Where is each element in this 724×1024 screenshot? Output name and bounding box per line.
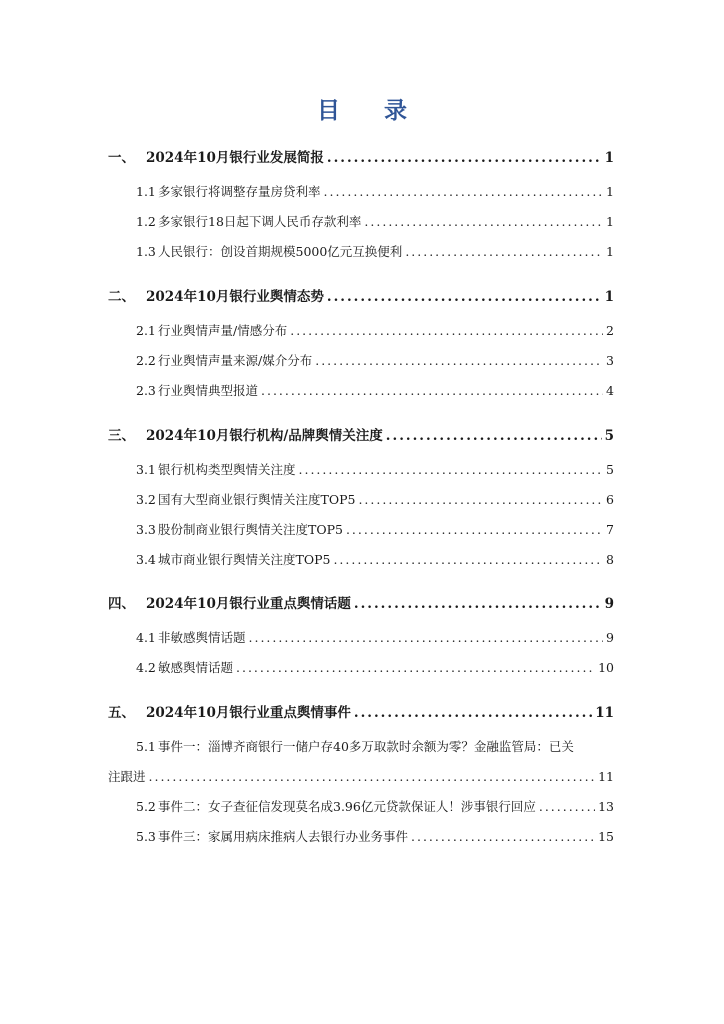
toc-entry-2-1[interactable] [136,322,614,340]
toc-entry-number: 三、 [108,428,135,444]
toc-dot-leader [346,521,603,539]
toc-entry-page: 1 [606,214,614,229]
toc-entry-text: 2024年10月银行业发展简报 [146,150,324,166]
toc-title: 目 录 [316,97,425,124]
toc-entry-page: 1 [604,289,614,305]
toc-entry-page: 9 [606,630,614,645]
toc-entry-page: 4 [606,383,614,398]
toc-entry-text: 多家银行将调整存量房贷利率 [158,184,321,199]
toc-entry-page: 8 [606,552,614,567]
toc-dot-leader [333,551,603,569]
toc-entry-page: 6 [606,492,614,507]
toc-entry-page: 5 [604,428,614,444]
toc-entry-3-2[interactable] [136,491,614,509]
toc-entry-text: 注跟进 [108,769,146,784]
toc-entry-1-1[interactable] [136,183,614,201]
toc-entry-5-1-continuation[interactable] [108,768,614,786]
toc-entry-2-2[interactable] [136,352,614,370]
toc-entry-page: 1 [606,184,614,199]
toc-entry-text: 2024年10月银行机构/品牌舆情关注度 [146,428,383,444]
toc-entry-number: 5.1 [136,739,156,754]
toc-entry-text: 行业舆情典型报道 [158,383,259,398]
toc-entry-page: 3 [606,353,614,368]
toc-entry-page: 5 [606,462,614,477]
toc-entry-page: 11 [598,769,614,784]
toc-entry-number: 1.1 [136,184,156,199]
toc-entry-page: 13 [598,799,614,814]
toc-entry-number: 二、 [108,289,135,305]
toc-entry-3-4[interactable] [136,551,614,569]
toc-entry-page: 9 [604,596,614,612]
toc-entry-number: 1.2 [136,214,156,229]
toc-entry-text: 事件三：家属用病床推病人去银行办业务事件 [158,829,409,844]
toc-entry-number: 2.3 [136,383,156,398]
toc-entry-number: 3.4 [136,552,156,567]
toc-entry-number: 3.1 [136,462,156,477]
toc-entry-number: 3.2 [136,492,156,507]
toc-entry-text: 事件二：女子查征信发现莫名成3.96亿元贷款保证人！涉事银行回应 [158,799,536,814]
toc-entry-1-2[interactable] [136,213,614,231]
toc-entry-3-1[interactable] [136,461,614,479]
toc-dot-leader [299,461,604,479]
toc-entry-number: 五、 [108,705,135,721]
toc-dot-leader [364,213,603,231]
toc-dot-leader [324,183,604,201]
toc-entry-page: 7 [606,522,614,537]
toc-dot-leader [539,798,595,816]
toc-entry-number: 1.3 [136,244,156,259]
toc-entry-page: 10 [598,660,614,675]
toc-entry-section-2[interactable] [108,288,614,306]
toc-entry-number: 一、 [108,150,135,166]
toc-entry-number: 4.1 [136,630,156,645]
toc-dot-leader [358,491,603,509]
toc-entry-page: 11 [595,705,614,721]
toc-entry-section-5[interactable] [108,704,614,722]
toc-entry-section-4[interactable] [108,595,614,613]
toc-entry-3-3[interactable] [136,521,614,539]
toc-entry-number: 3.3 [136,522,156,537]
toc-dot-leader [386,427,602,445]
toc-entry-number: 四、 [108,596,135,612]
toc-entry-number: 5.3 [136,829,156,844]
toc-entry-5-3[interactable] [136,828,614,846]
toc-entry-number: 4.2 [136,660,156,675]
toc-entry-5-2[interactable] [136,798,614,816]
toc-dot-leader [261,382,603,400]
toc-entry-text: 城市商业银行舆情关注度TOP5 [158,552,331,567]
toc-dot-leader [249,629,604,647]
toc-dot-leader [327,288,602,306]
toc-entry-text: 行业舆情声量/情感分布 [158,323,288,338]
toc-entry-text: 国有大型商业银行舆情关注度TOP5 [158,492,356,507]
toc-dot-leader [236,659,595,677]
toc-entry-text: 银行机构类型舆情关注度 [158,462,296,477]
toc-entry-text: 非敏感舆情话题 [158,630,246,645]
toc-entry-text: 2024年10月银行业舆情态势 [146,289,324,305]
toc-entry-1-3[interactable] [136,243,614,261]
toc-entry-page: 2 [606,323,614,338]
toc-dot-leader [411,828,595,846]
toc-entry-text: 人民银行：创设首期规模5000亿元互换便利 [158,244,403,259]
toc-entry-text: 股份制商业银行舆情关注度TOP5 [158,522,343,537]
toc-entry-5-1[interactable] [136,738,614,756]
toc-entry-text: 敏感舆情话题 [158,660,234,675]
toc-dot-leader [354,595,602,613]
toc-entry-number: 2.2 [136,353,156,368]
toc-dot-leader [290,322,603,340]
toc-dot-leader [405,243,603,261]
toc-entry-page: 1 [604,150,614,166]
toc-entry-section-1[interactable] [108,149,614,167]
toc-entry-text: 事件一：淄博齐商银行一储户存40多万取款时余额为零？金融监管局：已关 [158,739,574,754]
toc-entry-4-1[interactable] [136,629,614,647]
toc-entry-text: 行业舆情声量来源/媒介分布 [158,353,313,368]
toc-dot-leader [327,149,602,167]
toc-entry-text: 多家银行18日起下调人民币存款利率 [158,214,362,229]
toc-dot-leader [315,352,603,370]
toc-entry-text: 2024年10月银行业重点舆情事件 [146,705,351,721]
toc-entry-text: 2024年10月银行业重点舆情话题 [146,596,351,612]
toc-entry-number: 5.2 [136,799,156,814]
toc-entry-page: 15 [598,829,614,844]
toc-dot-leader [149,768,596,786]
toc-entry-4-2[interactable] [136,659,614,677]
toc-entry-number: 2.1 [136,323,156,338]
toc-entry-2-3[interactable] [136,382,614,400]
toc-entry-page: 1 [606,244,614,259]
toc-dot-leader [354,704,592,722]
toc-entry-section-3[interactable] [108,427,614,445]
